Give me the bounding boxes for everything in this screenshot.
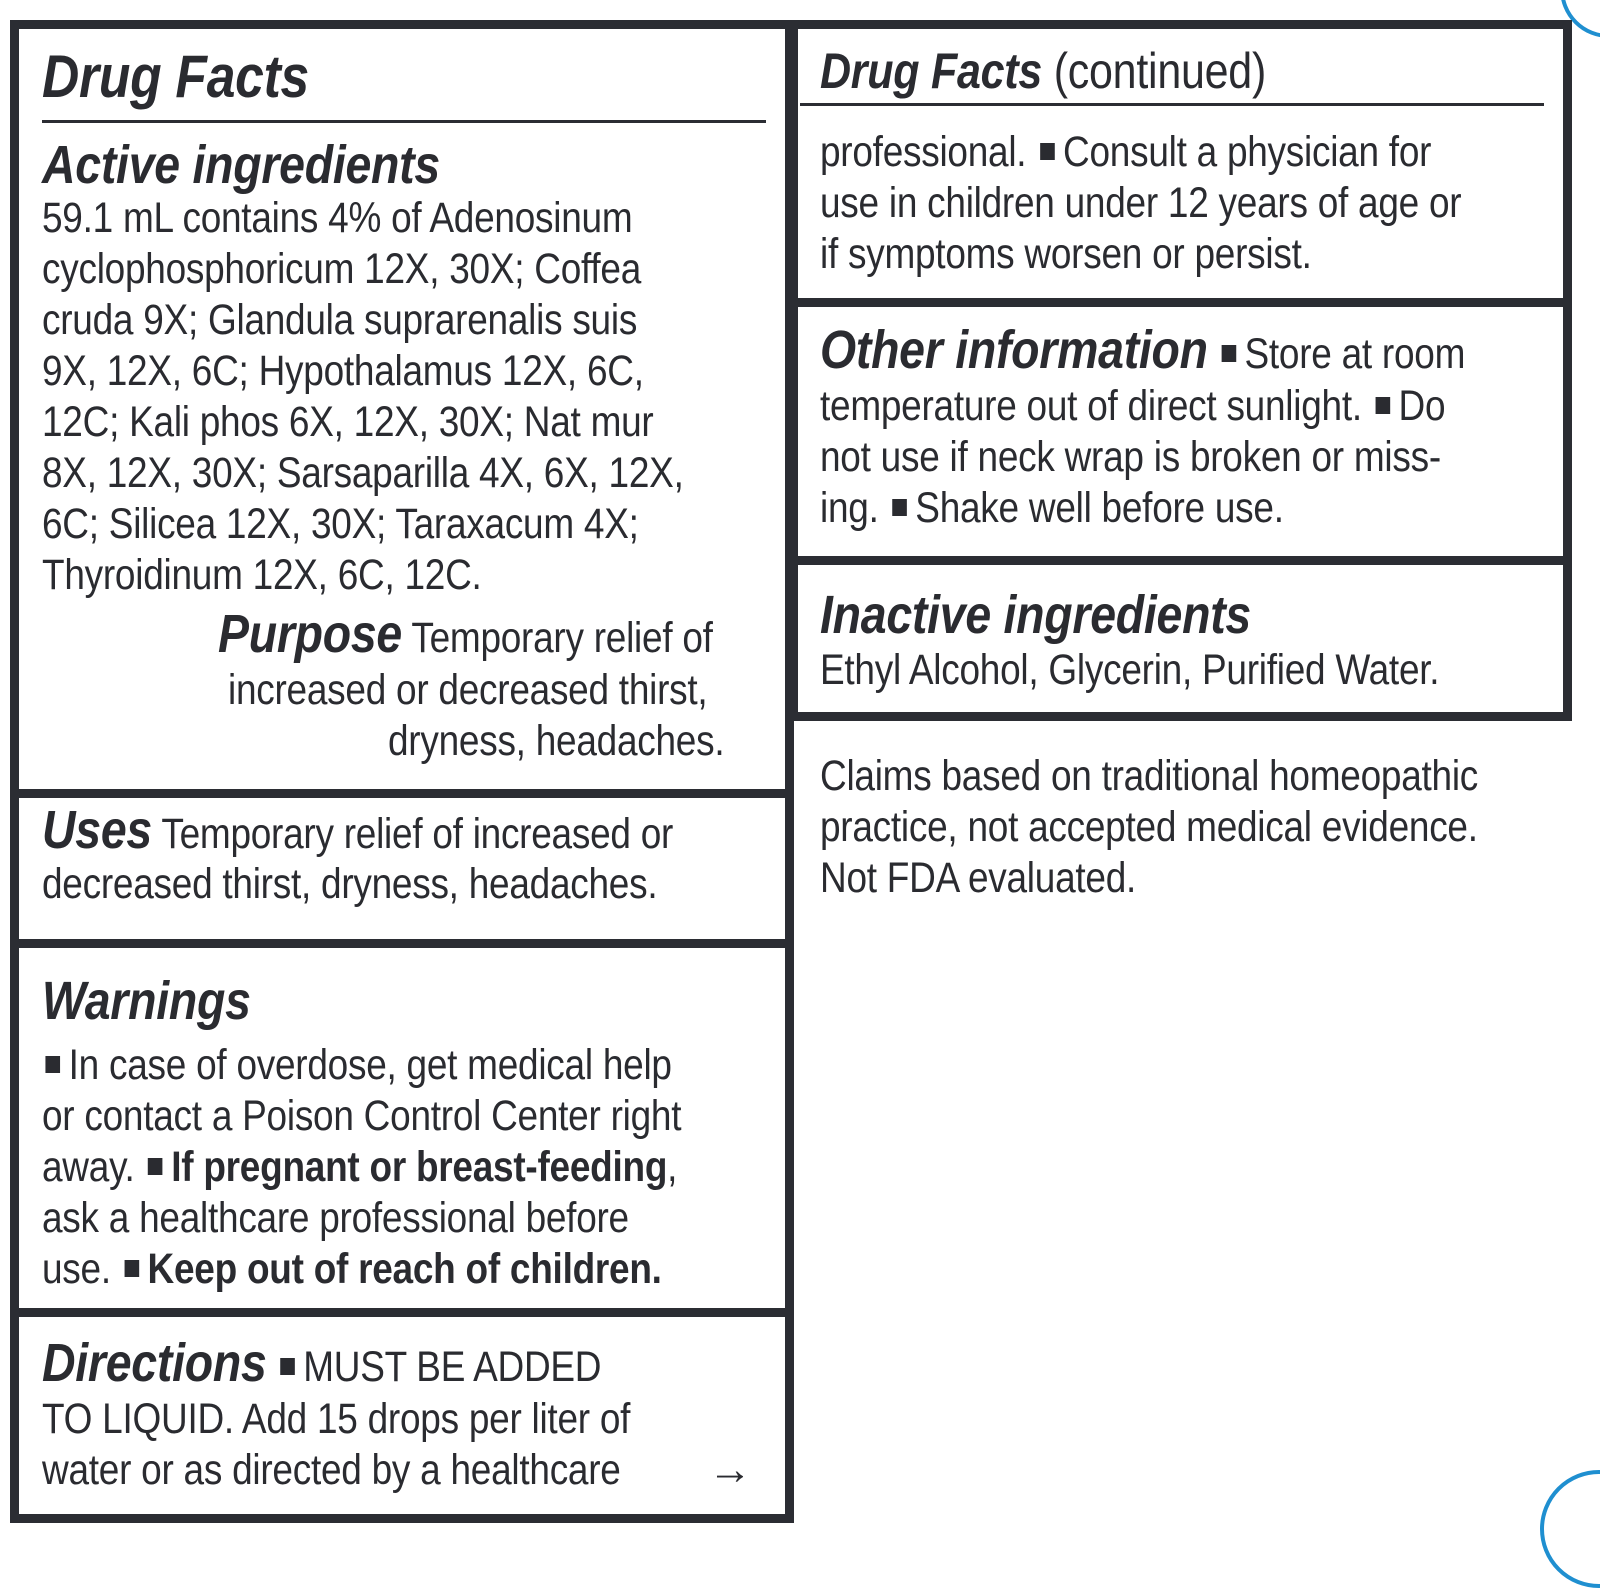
active-line: cruda 9X; Glandula suprarenalis suis	[42, 296, 638, 344]
continued-arrow-icon: →	[708, 1445, 752, 1494]
active-ingredients-heading: Active ingredients	[42, 135, 440, 195]
active-line: 8X, 12X, 30X; Sarsaparilla 4X, 6X, 12X,	[42, 449, 684, 497]
continued-title-rule	[800, 103, 1544, 106]
claims-line: Not FDA evaluated.	[820, 854, 1137, 902]
bullet-square-icon	[1221, 345, 1236, 362]
other-info-line-4: ing. Shake well before use.	[820, 484, 1284, 532]
directions-heading: Directions	[42, 1333, 267, 1393]
active-line: 12C; Kali phos 6X, 12X, 30X; Nat mur	[42, 398, 654, 446]
warnings-line-5: use. Keep out of reach of children.	[42, 1245, 662, 1293]
bullet-square-icon	[45, 1056, 60, 1073]
purpose-line-2: increased or decreased thirst,	[228, 666, 708, 714]
bullet-square-icon	[1040, 143, 1055, 160]
directions-line-2: TO LIQUID. Add 15 drops per liter of	[42, 1395, 631, 1443]
other-information-heading: Other information	[820, 320, 1208, 380]
accent-curve-bottom	[1540, 1470, 1600, 1588]
claims-line: practice, not accepted medical evidence.	[820, 803, 1478, 851]
directions-line-1: Directions MUST BE ADDED	[42, 1333, 602, 1393]
warnings-heading: Warnings	[42, 971, 251, 1031]
bullet-square-icon	[148, 1158, 163, 1175]
active-line: 9X, 12X, 6C; Hypothalamus 12X, 6C,	[42, 347, 644, 395]
bullet-square-icon	[1375, 397, 1390, 414]
uses-line-2: decreased thirst, dryness, headaches.	[42, 860, 658, 908]
bullet-square-icon	[124, 1260, 139, 1277]
warnings-line-4: ask a healthcare professional before	[42, 1194, 629, 1242]
bullet-square-icon	[892, 499, 907, 516]
uses-heading: Uses	[42, 800, 152, 860]
warnings-line-1: In case of overdose, get medical help	[42, 1039, 774, 1091]
warnings-line-3: away. If pregnant or breast-feeding,	[42, 1143, 678, 1191]
purpose-line-1: Purpose Temporary relief of	[218, 604, 713, 664]
uses-line-1: Uses Temporary relief of increased or	[42, 800, 674, 860]
purpose-heading: Purpose	[218, 604, 402, 664]
continued-line-2: use in children under 12 years of age or	[820, 179, 1462, 227]
active-line: cyclophosphoricum 12X, 30X; Coffea	[42, 245, 642, 293]
active-line: Thyroidinum 12X, 6C, 12C.	[42, 551, 482, 599]
bullet-square-icon	[280, 1358, 295, 1375]
continued-title: Drug Facts (continued)	[820, 43, 1267, 99]
purpose-line-3: dryness, headaches.	[388, 717, 725, 765]
inactive-ingredients-line: Ethyl Alcohol, Glycerin, Purified Water.	[820, 646, 1440, 694]
other-info-line-3: not use if neck wrap is broken or miss-	[820, 433, 1441, 481]
other-info-line-1: Other information Store at room	[820, 320, 1466, 380]
drug-facts-title: Drug Facts	[42, 43, 309, 110]
active-line: 6C; Silicea 12X, 30X; Taraxacum 4X;	[42, 500, 639, 548]
other-info-line-2: temperature out of direct sunlight. Do	[820, 382, 1446, 430]
warnings-line-2: or contact a Poison Control Center right	[42, 1092, 682, 1140]
title-rule	[42, 120, 766, 123]
active-line: 59.1 mL contains 4% of Adenosinum	[42, 194, 633, 242]
claims-line: Claims based on traditional homeopathic	[820, 752, 1479, 800]
inactive-ingredients-heading: Inactive ingredients	[820, 585, 1251, 645]
directions-line-3: water or as directed by a healthcare	[42, 1446, 621, 1494]
continued-line-1: professional. Consult a physician for	[820, 128, 1432, 176]
continued-line-3: if symptoms worsen or persist.	[820, 230, 1312, 278]
